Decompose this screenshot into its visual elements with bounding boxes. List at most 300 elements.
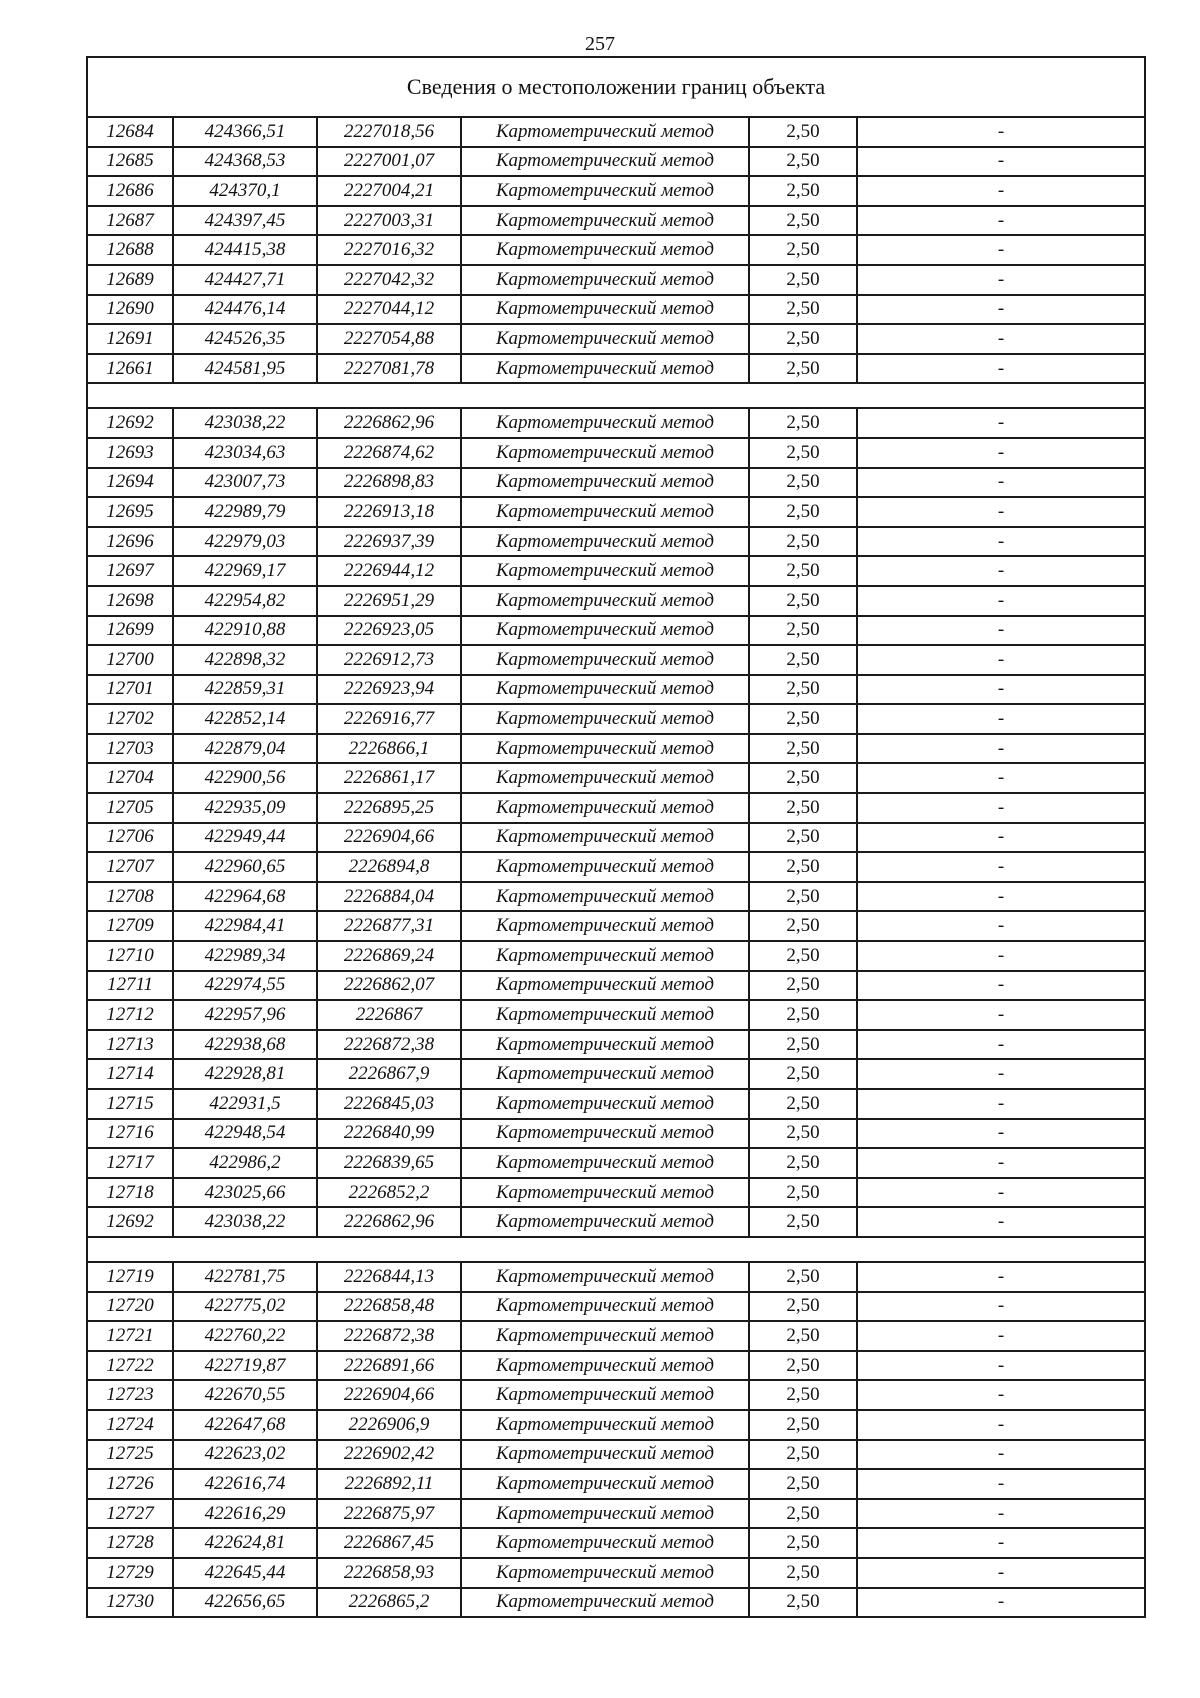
- error-value-cell: 2,50: [749, 1207, 857, 1237]
- method-description-cell: Картометрический метод: [461, 1207, 749, 1237]
- description-cell: -: [857, 675, 1145, 705]
- y-coordinate-cell: 2226865,2: [317, 1588, 461, 1618]
- point-number-cell: 12725: [87, 1440, 173, 1470]
- error-value-cell: 2,50: [749, 295, 857, 325]
- x-coordinate-cell: 424415,38: [173, 235, 317, 265]
- description-cell: -: [857, 1440, 1145, 1470]
- table-row: [87, 823, 1145, 853]
- point-number-cell: 12711: [87, 971, 173, 1001]
- error-value-cell: 2,50: [749, 616, 857, 646]
- y-coordinate-cell: 2226895,25: [317, 793, 461, 823]
- y-coordinate-cell: 2227042,32: [317, 265, 461, 295]
- description-cell: -: [857, 147, 1145, 177]
- x-coordinate-cell: 424427,71: [173, 265, 317, 295]
- y-coordinate-cell: 2227018,56: [317, 117, 461, 147]
- point-number-cell: 12686: [87, 176, 173, 206]
- y-coordinate-cell: 2226862,96: [317, 1207, 461, 1237]
- description-cell: -: [857, 1469, 1145, 1499]
- y-coordinate-cell: 2226845,03: [317, 1089, 461, 1119]
- y-coordinate-cell: 2226912,73: [317, 645, 461, 675]
- description-cell: -: [857, 586, 1145, 616]
- x-coordinate-cell: 424397,45: [173, 206, 317, 236]
- point-number-cell: 12718: [87, 1178, 173, 1208]
- error-value-cell: 2,50: [749, 1059, 857, 1089]
- point-number-cell: 12690: [87, 295, 173, 325]
- method-description-cell: Картометрический метод: [461, 1380, 749, 1410]
- table-row: [87, 206, 1145, 236]
- error-value-cell: 2,50: [749, 793, 857, 823]
- x-coordinate-cell: 423038,22: [173, 1207, 317, 1237]
- x-coordinate-cell: 423007,73: [173, 468, 317, 498]
- error-value-cell: 2,50: [749, 852, 857, 882]
- table-row: [87, 1000, 1145, 1030]
- description-cell: -: [857, 295, 1145, 325]
- method-description-cell: Картометрический метод: [461, 117, 749, 147]
- method-description-cell: Картометрический метод: [461, 1292, 749, 1322]
- table-row: [87, 1262, 1145, 1292]
- y-coordinate-cell: 2226869,24: [317, 941, 461, 971]
- error-value-cell: 2,50: [749, 1528, 857, 1558]
- error-value-cell: 2,50: [749, 1321, 857, 1351]
- x-coordinate-cell: 422935,09: [173, 793, 317, 823]
- error-value-cell: 2,50: [749, 1030, 857, 1060]
- description-cell: -: [857, 645, 1145, 675]
- method-description-cell: Картометрический метод: [461, 1262, 749, 1292]
- error-value-cell: 2,50: [749, 734, 857, 764]
- x-coordinate-cell: 422616,74: [173, 1469, 317, 1499]
- table-row: [87, 645, 1145, 675]
- error-value-cell: 2,50: [749, 468, 857, 498]
- table-row: [87, 971, 1145, 1001]
- method-description-cell: Картометрический метод: [461, 556, 749, 586]
- y-coordinate-cell: 2226862,96: [317, 408, 461, 438]
- table-row: [87, 1380, 1145, 1410]
- table-row: [87, 497, 1145, 527]
- point-number-cell: 12715: [87, 1089, 173, 1119]
- y-coordinate-cell: 2226875,97: [317, 1499, 461, 1529]
- table-row: [87, 704, 1145, 734]
- method-description-cell: Картометрический метод: [461, 438, 749, 468]
- table-row: [87, 1148, 1145, 1178]
- x-coordinate-cell: 424476,14: [173, 295, 317, 325]
- point-number-cell: 12705: [87, 793, 173, 823]
- method-description-cell: Картометрический метод: [461, 1528, 749, 1558]
- table-row: [87, 1351, 1145, 1381]
- description-cell: -: [857, 1499, 1145, 1529]
- y-coordinate-cell: 2226951,29: [317, 586, 461, 616]
- method-description-cell: Картометрический метод: [461, 1000, 749, 1030]
- method-description-cell: Картометрический метод: [461, 911, 749, 941]
- table-row: [87, 235, 1145, 265]
- description-cell: -: [857, 1178, 1145, 1208]
- method-description-cell: Картометрический метод: [461, 1588, 749, 1618]
- table-row: [87, 147, 1145, 177]
- method-description-cell: Картометрический метод: [461, 1321, 749, 1351]
- method-description-cell: Картометрический метод: [461, 324, 749, 354]
- description-cell: -: [857, 1000, 1145, 1030]
- description-cell: -: [857, 852, 1145, 882]
- error-value-cell: 2,50: [749, 1588, 857, 1618]
- x-coordinate-cell: 422781,75: [173, 1262, 317, 1292]
- description-cell: -: [857, 793, 1145, 823]
- table-row: [87, 1292, 1145, 1322]
- error-value-cell: 2,50: [749, 1380, 857, 1410]
- point-number-cell: 12708: [87, 882, 173, 912]
- x-coordinate-cell: 424526,35: [173, 324, 317, 354]
- description-cell: -: [857, 1410, 1145, 1440]
- point-number-cell: 12722: [87, 1351, 173, 1381]
- error-value-cell: 2,50: [749, 704, 857, 734]
- group-separator-row: [87, 383, 1145, 408]
- x-coordinate-cell: 422928,81: [173, 1059, 317, 1089]
- description-cell: -: [857, 438, 1145, 468]
- method-description-cell: Картометрический метод: [461, 971, 749, 1001]
- point-number-cell: 12714: [87, 1059, 173, 1089]
- table-row: [87, 1059, 1145, 1089]
- y-coordinate-cell: 2226867,45: [317, 1528, 461, 1558]
- y-coordinate-cell: 2227001,07: [317, 147, 461, 177]
- description-cell: -: [857, 1059, 1145, 1089]
- method-description-cell: Картометрический метод: [461, 527, 749, 557]
- y-coordinate-cell: 2226937,39: [317, 527, 461, 557]
- y-coordinate-cell: 2226840,99: [317, 1119, 461, 1149]
- point-number-cell: 12712: [87, 1000, 173, 1030]
- point-number-cell: 12724: [87, 1410, 173, 1440]
- description-cell: -: [857, 1089, 1145, 1119]
- separator-cell: [87, 1237, 1145, 1262]
- point-number-cell: 12698: [87, 586, 173, 616]
- description-cell: -: [857, 911, 1145, 941]
- x-coordinate-cell: 422879,04: [173, 734, 317, 764]
- error-value-cell: 2,50: [749, 1262, 857, 1292]
- x-coordinate-cell: 422647,68: [173, 1410, 317, 1440]
- y-coordinate-cell: 2226852,2: [317, 1178, 461, 1208]
- table-row: [87, 324, 1145, 354]
- error-value-cell: 2,50: [749, 324, 857, 354]
- error-value-cell: 2,50: [749, 408, 857, 438]
- description-cell: -: [857, 556, 1145, 586]
- table-body: [87, 117, 1145, 1617]
- x-coordinate-cell: 424368,53: [173, 147, 317, 177]
- table-row: [87, 763, 1145, 793]
- error-value-cell: 2,50: [749, 1440, 857, 1470]
- table-row: [87, 117, 1145, 147]
- y-coordinate-cell: 2226902,42: [317, 1440, 461, 1470]
- method-description-cell: Картометрический метод: [461, 616, 749, 646]
- description-cell: -: [857, 354, 1145, 384]
- error-value-cell: 2,50: [749, 763, 857, 793]
- error-value-cell: 2,50: [749, 1000, 857, 1030]
- point-number-cell: 12721: [87, 1321, 173, 1351]
- x-coordinate-cell: 422986,2: [173, 1148, 317, 1178]
- error-value-cell: 2,50: [749, 586, 857, 616]
- point-number-cell: 12684: [87, 117, 173, 147]
- point-number-cell: 12719: [87, 1262, 173, 1292]
- x-coordinate-cell: 422938,68: [173, 1030, 317, 1060]
- y-coordinate-cell: 2226844,13: [317, 1262, 461, 1292]
- point-number-cell: 12692: [87, 1207, 173, 1237]
- error-value-cell: 2,50: [749, 1119, 857, 1149]
- table-row: [87, 1119, 1145, 1149]
- method-description-cell: Картометрический метод: [461, 1119, 749, 1149]
- description-cell: -: [857, 117, 1145, 147]
- y-coordinate-cell: 2226858,48: [317, 1292, 461, 1322]
- error-value-cell: 2,50: [749, 645, 857, 675]
- table-row: [87, 734, 1145, 764]
- separator-cell: [87, 383, 1145, 408]
- point-number-cell: 12661: [87, 354, 173, 384]
- y-coordinate-cell: 2226872,38: [317, 1321, 461, 1351]
- table-title: Сведения о местоположении границ объекта: [87, 57, 1145, 117]
- point-number-cell: 12706: [87, 823, 173, 853]
- point-number-cell: 12695: [87, 497, 173, 527]
- point-number-cell: 12728: [87, 1528, 173, 1558]
- y-coordinate-cell: 2227044,12: [317, 295, 461, 325]
- error-value-cell: 2,50: [749, 971, 857, 1001]
- description-cell: -: [857, 265, 1145, 295]
- error-value-cell: 2,50: [749, 354, 857, 384]
- y-coordinate-cell: 2226872,38: [317, 1030, 461, 1060]
- error-value-cell: 2,50: [749, 206, 857, 236]
- table-row: [87, 1528, 1145, 1558]
- table-row: [87, 852, 1145, 882]
- method-description-cell: Картометрический метод: [461, 295, 749, 325]
- point-number-cell: 12685: [87, 147, 173, 177]
- table-row: [87, 176, 1145, 206]
- error-value-cell: 2,50: [749, 147, 857, 177]
- y-coordinate-cell: 2226892,11: [317, 1469, 461, 1499]
- table-row: [87, 408, 1145, 438]
- table-row: [87, 1440, 1145, 1470]
- table-row: [87, 354, 1145, 384]
- method-description-cell: Картометрический метод: [461, 235, 749, 265]
- x-coordinate-cell: 422775,02: [173, 1292, 317, 1322]
- description-cell: -: [857, 941, 1145, 971]
- point-number-cell: 12694: [87, 468, 173, 498]
- x-coordinate-cell: 422852,14: [173, 704, 317, 734]
- x-coordinate-cell: 422969,17: [173, 556, 317, 586]
- table-row: [87, 1030, 1145, 1060]
- point-number-cell: 12702: [87, 704, 173, 734]
- x-coordinate-cell: 422954,82: [173, 586, 317, 616]
- point-number-cell: 12707: [87, 852, 173, 882]
- method-description-cell: Картометрический метод: [461, 1440, 749, 1470]
- description-cell: -: [857, 235, 1145, 265]
- table-row: [87, 675, 1145, 705]
- error-value-cell: 2,50: [749, 556, 857, 586]
- table-row: [87, 438, 1145, 468]
- x-coordinate-cell: 422719,87: [173, 1351, 317, 1381]
- x-coordinate-cell: 422616,29: [173, 1499, 317, 1529]
- point-number-cell: 12713: [87, 1030, 173, 1060]
- description-cell: -: [857, 1207, 1145, 1237]
- point-number-cell: 12727: [87, 1499, 173, 1529]
- description-cell: -: [857, 497, 1145, 527]
- error-value-cell: 2,50: [749, 1351, 857, 1381]
- y-coordinate-cell: 2227081,78: [317, 354, 461, 384]
- method-description-cell: Картометрический метод: [461, 1410, 749, 1440]
- table-row: [87, 527, 1145, 557]
- x-coordinate-cell: 424370,1: [173, 176, 317, 206]
- description-cell: -: [857, 1351, 1145, 1381]
- error-value-cell: 2,50: [749, 882, 857, 912]
- method-description-cell: Картометрический метод: [461, 265, 749, 295]
- table-row: [87, 1469, 1145, 1499]
- y-coordinate-cell: 2227016,32: [317, 235, 461, 265]
- method-description-cell: Картометрический метод: [461, 1089, 749, 1119]
- y-coordinate-cell: 2226944,12: [317, 556, 461, 586]
- point-number-cell: 12700: [87, 645, 173, 675]
- point-number-cell: 12699: [87, 616, 173, 646]
- point-number-cell: 12726: [87, 1469, 173, 1499]
- x-coordinate-cell: 422949,44: [173, 823, 317, 853]
- method-description-cell: Картометрический метод: [461, 823, 749, 853]
- y-coordinate-cell: 2226874,62: [317, 438, 461, 468]
- x-coordinate-cell: 422900,56: [173, 763, 317, 793]
- method-description-cell: Картометрический метод: [461, 206, 749, 236]
- method-description-cell: Картометрический метод: [461, 763, 749, 793]
- error-value-cell: 2,50: [749, 1148, 857, 1178]
- method-description-cell: Картометрический метод: [461, 497, 749, 527]
- point-number-cell: 12692: [87, 408, 173, 438]
- point-number-cell: 12716: [87, 1119, 173, 1149]
- x-coordinate-cell: 422859,31: [173, 675, 317, 705]
- method-description-cell: Картометрический метод: [461, 1178, 749, 1208]
- error-value-cell: 2,50: [749, 1558, 857, 1588]
- table-row: [87, 1178, 1145, 1208]
- x-coordinate-cell: 423038,22: [173, 408, 317, 438]
- description-cell: -: [857, 1030, 1145, 1060]
- error-value-cell: 2,50: [749, 265, 857, 295]
- table-row: [87, 265, 1145, 295]
- method-description-cell: Картометрический метод: [461, 941, 749, 971]
- error-value-cell: 2,50: [749, 1469, 857, 1499]
- boundary-coordinates-table: [86, 56, 1146, 1618]
- y-coordinate-cell: 2226898,83: [317, 468, 461, 498]
- y-coordinate-cell: 2226923,05: [317, 616, 461, 646]
- point-number-cell: 12696: [87, 527, 173, 557]
- y-coordinate-cell: 2226904,66: [317, 823, 461, 853]
- point-number-cell: 12689: [87, 265, 173, 295]
- point-number-cell: 12693: [87, 438, 173, 468]
- error-value-cell: 2,50: [749, 1292, 857, 1322]
- description-cell: -: [857, 1528, 1145, 1558]
- method-description-cell: Картометрический метод: [461, 176, 749, 206]
- point-number-cell: 12691: [87, 324, 173, 354]
- point-number-cell: 12717: [87, 1148, 173, 1178]
- method-description-cell: Картометрический метод: [461, 704, 749, 734]
- method-description-cell: Картометрический метод: [461, 1059, 749, 1089]
- method-description-cell: Картометрический метод: [461, 1351, 749, 1381]
- point-number-cell: 12704: [87, 763, 173, 793]
- method-description-cell: Картометрический метод: [461, 147, 749, 177]
- group-separator-row: [87, 1237, 1145, 1262]
- error-value-cell: 2,50: [749, 1089, 857, 1119]
- error-value-cell: 2,50: [749, 823, 857, 853]
- error-value-cell: 2,50: [749, 117, 857, 147]
- x-coordinate-cell: 422984,41: [173, 911, 317, 941]
- x-coordinate-cell: 424581,95: [173, 354, 317, 384]
- description-cell: -: [857, 1292, 1145, 1322]
- error-value-cell: 2,50: [749, 176, 857, 206]
- method-description-cell: Картометрический метод: [461, 1030, 749, 1060]
- error-value-cell: 2,50: [749, 675, 857, 705]
- error-value-cell: 2,50: [749, 911, 857, 941]
- error-value-cell: 2,50: [749, 497, 857, 527]
- y-coordinate-cell: 2226839,65: [317, 1148, 461, 1178]
- point-number-cell: 12688: [87, 235, 173, 265]
- y-coordinate-cell: 2226894,8: [317, 852, 461, 882]
- description-cell: -: [857, 823, 1145, 853]
- method-description-cell: Картометрический метод: [461, 586, 749, 616]
- x-coordinate-cell: 422656,65: [173, 1588, 317, 1618]
- description-cell: -: [857, 324, 1145, 354]
- description-cell: -: [857, 616, 1145, 646]
- table-row: [87, 556, 1145, 586]
- method-description-cell: Картометрический метод: [461, 1148, 749, 1178]
- x-coordinate-cell: 422979,03: [173, 527, 317, 557]
- description-cell: -: [857, 527, 1145, 557]
- table-row: [87, 1588, 1145, 1618]
- table-row: [87, 468, 1145, 498]
- method-description-cell: Картометрический метод: [461, 1558, 749, 1588]
- y-coordinate-cell: 2227003,31: [317, 206, 461, 236]
- table-row: [87, 1499, 1145, 1529]
- x-coordinate-cell: 422989,79: [173, 497, 317, 527]
- method-description-cell: Картометрический метод: [461, 354, 749, 384]
- description-cell: -: [857, 1148, 1145, 1178]
- y-coordinate-cell: 2226862,07: [317, 971, 461, 1001]
- y-coordinate-cell: 2226861,17: [317, 763, 461, 793]
- table-title-row: [87, 57, 1145, 117]
- error-value-cell: 2,50: [749, 1178, 857, 1208]
- page-number: 257: [585, 33, 615, 55]
- table-row: [87, 911, 1145, 941]
- table-row: [87, 882, 1145, 912]
- table-row: [87, 1207, 1145, 1237]
- error-value-cell: 2,50: [749, 438, 857, 468]
- table-row: [87, 1558, 1145, 1588]
- description-cell: -: [857, 206, 1145, 236]
- x-coordinate-cell: 424366,51: [173, 117, 317, 147]
- error-value-cell: 2,50: [749, 527, 857, 557]
- description-cell: -: [857, 971, 1145, 1001]
- point-number-cell: 12701: [87, 675, 173, 705]
- y-coordinate-cell: 2227004,21: [317, 176, 461, 206]
- description-cell: -: [857, 1588, 1145, 1618]
- error-value-cell: 2,50: [749, 941, 857, 971]
- description-cell: -: [857, 704, 1145, 734]
- x-coordinate-cell: 422964,68: [173, 882, 317, 912]
- description-cell: -: [857, 1380, 1145, 1410]
- x-coordinate-cell: 422960,65: [173, 852, 317, 882]
- x-coordinate-cell: 422948,54: [173, 1119, 317, 1149]
- x-coordinate-cell: 422760,22: [173, 1321, 317, 1351]
- y-coordinate-cell: 2226877,31: [317, 911, 461, 941]
- x-coordinate-cell: 422645,44: [173, 1558, 317, 1588]
- method-description-cell: Картометрический метод: [461, 1469, 749, 1499]
- y-coordinate-cell: 2227054,88: [317, 324, 461, 354]
- x-coordinate-cell: 422957,96: [173, 1000, 317, 1030]
- method-description-cell: Картометрический метод: [461, 408, 749, 438]
- table-row: [87, 1410, 1145, 1440]
- x-coordinate-cell: 423025,66: [173, 1178, 317, 1208]
- error-value-cell: 2,50: [749, 1410, 857, 1440]
- y-coordinate-cell: 2226867: [317, 1000, 461, 1030]
- method-description-cell: Картометрический метод: [461, 645, 749, 675]
- y-coordinate-cell: 2226884,04: [317, 882, 461, 912]
- y-coordinate-cell: 2226923,94: [317, 675, 461, 705]
